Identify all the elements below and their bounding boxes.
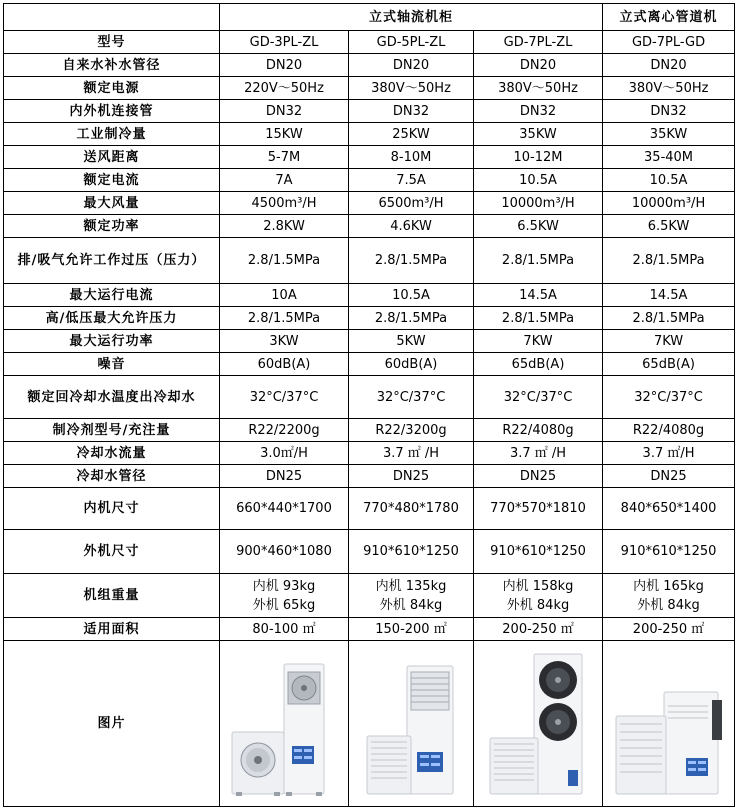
table-row bbox=[4, 330, 735, 353]
value-cell: 32°C/37°C bbox=[349, 376, 474, 419]
row-label: 制冷剂型号/充注量 bbox=[4, 419, 220, 442]
table-row bbox=[4, 353, 735, 376]
value-cell: 660*440*1700 bbox=[220, 488, 349, 530]
value-cell: 32°C/37°C bbox=[220, 376, 349, 419]
value-cell: 10.5A bbox=[349, 284, 474, 307]
outdoor-unit-image bbox=[232, 732, 284, 796]
product-image-cell bbox=[220, 641, 349, 807]
value-cell: DN25 bbox=[474, 465, 603, 488]
value-cell: 910*610*1250 bbox=[474, 530, 603, 574]
outdoor-weight: 外机 65kg bbox=[252, 597, 316, 613]
value-cell: 6500m³/H bbox=[349, 192, 474, 215]
model-row bbox=[4, 31, 735, 54]
row-label: 最大运行功率 bbox=[4, 330, 220, 353]
value-cell: 200-250 ㎡ bbox=[474, 618, 603, 641]
value-cell: R22/4080g bbox=[474, 419, 603, 442]
table-row bbox=[4, 488, 735, 530]
value-cell: R22/3200g bbox=[349, 419, 474, 442]
value-cell: 840*650*1400 bbox=[603, 488, 735, 530]
row-label: 自来水补水管径 bbox=[4, 54, 220, 77]
product-image-gd-3pl-zl bbox=[222, 646, 346, 802]
product-image-gd-5pl-zl bbox=[351, 646, 471, 802]
weight-cell bbox=[349, 574, 474, 618]
value-cell: 770*480*1780 bbox=[349, 488, 474, 530]
value-cell: 910*610*1250 bbox=[349, 530, 474, 574]
value-cell: DN25 bbox=[349, 465, 474, 488]
value-cell: DN20 bbox=[220, 54, 349, 77]
value-cell: DN20 bbox=[349, 54, 474, 77]
value-cell: 10-12M bbox=[474, 146, 603, 169]
product-image-gd-7pl-zl bbox=[476, 646, 600, 802]
model-cell: GD-7PL-GD bbox=[603, 31, 735, 54]
value-cell: 2.8/1.5MPa bbox=[220, 307, 349, 330]
value-cell: DN32 bbox=[220, 100, 349, 123]
value-cell: DN20 bbox=[603, 54, 735, 77]
group-header-row bbox=[4, 4, 735, 31]
corner-cell bbox=[4, 4, 220, 31]
row-label: 送风距离 bbox=[4, 146, 220, 169]
indoor-weight: 内机 135kg bbox=[375, 578, 447, 594]
product-image-cell bbox=[474, 641, 603, 807]
row-label: 最大风量 bbox=[4, 192, 220, 215]
value-cell: 35KW bbox=[474, 123, 603, 146]
value-cell: DN32 bbox=[349, 100, 474, 123]
value-cell: DN32 bbox=[474, 100, 603, 123]
value-cell: 10A bbox=[220, 284, 349, 307]
row-label: 内外机连接管 bbox=[4, 100, 220, 123]
outdoor-weight: 外机 84kg bbox=[637, 597, 700, 613]
weight-cell bbox=[474, 574, 603, 618]
value-cell: 65dB(A) bbox=[603, 353, 735, 376]
value-cell: DN32 bbox=[603, 100, 735, 123]
indoor-weight: 内机 165kg bbox=[633, 578, 704, 594]
value-cell: 6.5KW bbox=[474, 215, 603, 238]
value-cell: 3.7 ㎡ /H bbox=[349, 442, 474, 465]
table-row bbox=[4, 100, 735, 123]
value-cell: 65dB(A) bbox=[474, 353, 603, 376]
value-cell: 4500m³/H bbox=[220, 192, 349, 215]
weight-row bbox=[4, 574, 735, 618]
group-centrifugal-header: 立式离心管道机 bbox=[603, 4, 735, 31]
value-cell: 2.8/1.5MPa bbox=[603, 238, 735, 284]
indoor-cabinet-image bbox=[534, 654, 582, 794]
value-cell: 3.0㎡/H bbox=[220, 442, 349, 465]
row-label: 最大运行电流 bbox=[4, 284, 220, 307]
value-cell: 5-7M bbox=[220, 146, 349, 169]
value-cell: 10.5A bbox=[603, 169, 735, 192]
row-label: 机组重量 bbox=[4, 574, 220, 618]
value-cell: 35-40M bbox=[603, 146, 735, 169]
model-cell: GD-7PL-ZL bbox=[474, 31, 603, 54]
value-cell: 25KW bbox=[349, 123, 474, 146]
row-label: 图片 bbox=[4, 641, 220, 807]
table-row bbox=[4, 284, 735, 307]
product-image-gd-7pl-gd bbox=[606, 646, 732, 802]
table-row bbox=[4, 307, 735, 330]
row-label: 额定电流 bbox=[4, 169, 220, 192]
value-cell: 6.5KW bbox=[603, 215, 735, 238]
product-image-cell bbox=[603, 641, 735, 807]
row-label: 适用面积 bbox=[4, 618, 220, 641]
value-cell: 60dB(A) bbox=[349, 353, 474, 376]
value-cell: 2.8/1.5MPa bbox=[603, 307, 735, 330]
row-label: 工业制冷量 bbox=[4, 123, 220, 146]
value-cell: 900*460*1080 bbox=[220, 530, 349, 574]
table-row bbox=[4, 238, 735, 284]
value-cell: 7KW bbox=[474, 330, 603, 353]
value-cell: 5KW bbox=[349, 330, 474, 353]
model-cell: GD-3PL-ZL bbox=[220, 31, 349, 54]
value-cell: 3.7 ㎡ /H bbox=[474, 442, 603, 465]
spec-table bbox=[3, 3, 735, 807]
value-cell: 32°C/37°C bbox=[474, 376, 603, 419]
table-row bbox=[4, 530, 735, 574]
value-cell: 150-200 ㎡ bbox=[349, 618, 474, 641]
value-cell: 10000m³/H bbox=[603, 192, 735, 215]
indoor-weight: 内机 93kg bbox=[252, 578, 316, 594]
table-row bbox=[4, 54, 735, 77]
picture-row bbox=[4, 641, 735, 807]
table-row bbox=[4, 465, 735, 488]
value-cell: 7.5A bbox=[349, 169, 474, 192]
value-cell: 200-250 ㎡ bbox=[603, 618, 735, 641]
weight-cell bbox=[603, 574, 735, 618]
value-cell: 7KW bbox=[603, 330, 735, 353]
outdoor-unit-image bbox=[616, 716, 666, 794]
value-cell: 14.5A bbox=[603, 284, 735, 307]
row-label: 额定功率 bbox=[4, 215, 220, 238]
value-cell: DN25 bbox=[220, 465, 349, 488]
value-cell: 35KW bbox=[603, 123, 735, 146]
value-cell: 2.8/1.5MPa bbox=[474, 307, 603, 330]
value-cell: 10.5A bbox=[474, 169, 603, 192]
group-axial-header: 立式轴流机柜 bbox=[220, 4, 603, 31]
indoor-cabinet-image bbox=[284, 664, 324, 796]
table-row bbox=[4, 376, 735, 419]
value-cell: 2.8KW bbox=[220, 215, 349, 238]
table-row bbox=[4, 169, 735, 192]
value-cell: DN20 bbox=[474, 54, 603, 77]
value-cell: R22/2200g bbox=[220, 419, 349, 442]
row-label: 噪音 bbox=[4, 353, 220, 376]
value-cell: 4.6KW bbox=[349, 215, 474, 238]
table-row bbox=[4, 215, 735, 238]
model-cell: GD-5PL-ZL bbox=[349, 31, 474, 54]
indoor-cabinet-image bbox=[664, 692, 722, 794]
indoor-cabinet-image bbox=[407, 666, 453, 794]
row-label: 额定电源 bbox=[4, 77, 220, 100]
value-cell: DN25 bbox=[603, 465, 735, 488]
value-cell: 380V～50Hz bbox=[603, 77, 735, 100]
value-cell: 380V～50Hz bbox=[349, 77, 474, 100]
value-cell: 910*610*1250 bbox=[603, 530, 735, 574]
table-row bbox=[4, 77, 735, 100]
table-row bbox=[4, 442, 735, 465]
row-label: 内机尺寸 bbox=[4, 488, 220, 530]
value-cell: 770*570*1810 bbox=[474, 488, 603, 530]
value-cell: 3.7 ㎡/H bbox=[603, 442, 735, 465]
value-cell: 15KW bbox=[220, 123, 349, 146]
outdoor-unit-image bbox=[367, 736, 411, 794]
outdoor-unit-image bbox=[490, 738, 538, 794]
table-row bbox=[4, 618, 735, 641]
value-cell: 14.5A bbox=[474, 284, 603, 307]
row-label: 冷却水管径 bbox=[4, 465, 220, 488]
weight-cell bbox=[220, 574, 349, 618]
value-cell: 7A bbox=[220, 169, 349, 192]
row-label: 高/低压最大允许压力 bbox=[4, 307, 220, 330]
outdoor-weight: 外机 84kg bbox=[379, 597, 443, 613]
row-label: 额定回冷却水温度出冷却水 bbox=[4, 376, 220, 419]
table-row bbox=[4, 419, 735, 442]
table-row bbox=[4, 192, 735, 215]
value-cell: 80-100 ㎡ bbox=[220, 618, 349, 641]
value-cell: 10000m³/H bbox=[474, 192, 603, 215]
value-cell: 220V～50Hz bbox=[220, 77, 349, 100]
product-image-cell bbox=[349, 641, 474, 807]
value-cell: 8-10M bbox=[349, 146, 474, 169]
value-cell: 60dB(A) bbox=[220, 353, 349, 376]
row-label: 外机尺寸 bbox=[4, 530, 220, 574]
value-cell: 380V～50Hz bbox=[474, 77, 603, 100]
value-cell: 2.8/1.5MPa bbox=[220, 238, 349, 284]
value-cell: 32°C/37°C bbox=[603, 376, 735, 419]
value-cell: 2.8/1.5MPa bbox=[349, 307, 474, 330]
row-label: 冷却水流量 bbox=[4, 442, 220, 465]
row-label: 排/吸气允许工作过压（压力） bbox=[4, 238, 220, 284]
value-cell: 2.8/1.5MPa bbox=[349, 238, 474, 284]
table-row bbox=[4, 146, 735, 169]
outdoor-weight: 外机 84kg bbox=[506, 597, 570, 613]
value-cell: R22/4080g bbox=[603, 419, 735, 442]
table-row bbox=[4, 123, 735, 146]
value-cell: 3KW bbox=[220, 330, 349, 353]
indoor-weight: 内机 158kg bbox=[502, 578, 574, 594]
row-label: 型号 bbox=[4, 31, 220, 54]
value-cell: 2.8/1.5MPa bbox=[474, 238, 603, 284]
